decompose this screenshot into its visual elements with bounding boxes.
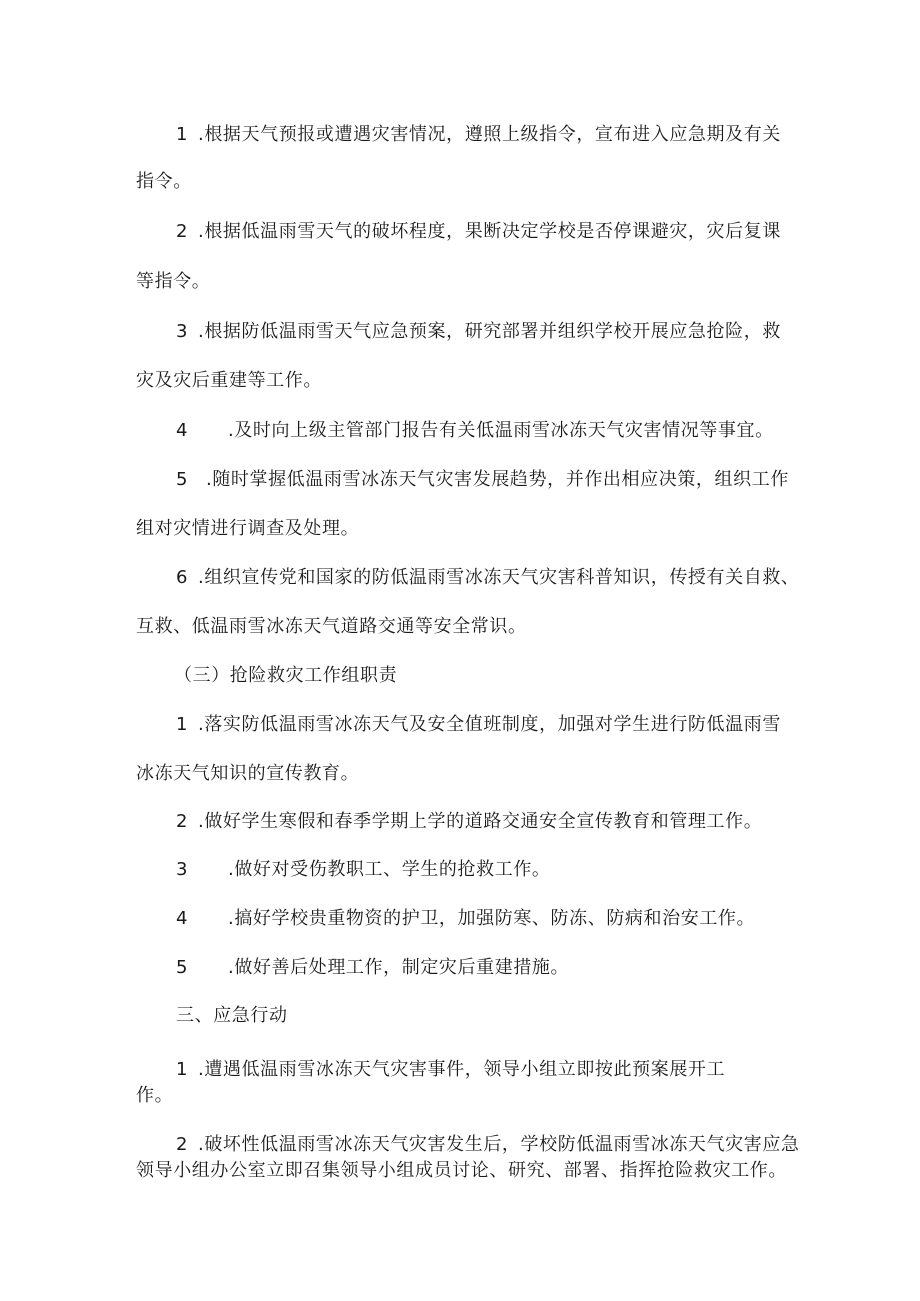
item-2-6-line2: 互救、低温雨雪冰冻天气道路交通等安全常识。 [136,616,527,637]
item-2-4-line1: 4 .及时向上级主管部门报告有关低温雨雪冰冻天气灾害情况等事宜。 [176,420,774,441]
item-2-5-line1: 5 .随时掌握低温雨雪冰冻天气灾害发展趋势，并作出相应决策，组织工作 [176,469,789,490]
action-1-line2: 作。 [136,1085,174,1106]
item-3-4-line1: 4 .搞好学校贵重物资的护卫，加强防寒、防冻、防病和治安工作。 [176,908,756,929]
action-2-line1: 2 .破坏性低温雨雪冰冻天气灾害发生后，学校防低温雨雪冰冻天气灾害应急 [176,1134,800,1155]
subheading-3: （三）抢险救灾工作组职责 [174,665,398,686]
item-2-2-line2: 等指令。 [136,271,211,292]
item-3-1-line1: 1 .落实防低温雨雪冰冻天气及安全值班制度，加强对学生进行防低温雨雪 [176,714,781,735]
item-3-5-line1: 5 .做好善后处理工作，制定灾后重建措施。 [176,957,570,978]
item-3-1-line2: 冰冻天气知识的宣传教育。 [136,763,360,784]
heading-3: 三、应急行动 [176,1005,288,1026]
item-2-3-line2: 灾及灾后重建等工作。 [136,370,322,391]
item-2-1-line1: 1 .根据天气预报或遭遇灾害情况，遵照上级指令，宣布进入应急期及有关 [176,124,781,145]
item-2-6-line1: 6 .组织宣传党和国家的防低温雨雪冰冻天气灾害科普知识，传授有关自救、 [176,567,800,588]
item-2-1-line2: 指令。 [136,171,192,192]
item-2-5-line2: 组对灾情进行调查及处理。 [136,518,360,539]
item-3-2-line1: 2 .做好学生寒假和春季学期上学的道路交通安全宣传教育和管理工作。 [176,811,763,832]
action-2-line2: 领导小组办公室立即召集领导小组成员讨论、研究、部署、指挥抢险救灾工作。 [136,1160,787,1181]
item-3-3-line1: 3 .做好对受伤教职工、学生的抢救工作。 [176,859,551,880]
action-1-line1: 1 .遭遇低温雨雪冰冻天气灾害事件，领导小组立即按此预案展开工 [176,1059,726,1080]
item-2-2-line1: 2 .根据低温雨雪天气的破坏程度，果断决定学校是否停课避灾，灾后复课 [176,221,781,242]
item-2-3-line1: 3 .根据防低温雨雪天气应急预案，研究部署并组织学校开展应急抢险，救 [176,321,781,342]
